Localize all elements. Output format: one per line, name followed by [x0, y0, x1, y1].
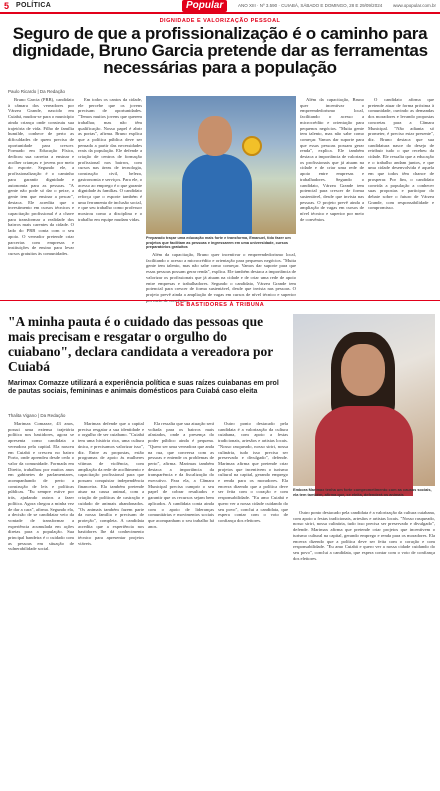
article2-byline: Thalita Vigano | Da Redação [8, 413, 66, 418]
newspaper-logo: Popular [182, 0, 227, 12]
article2-column-1: Marimax Comazze, 43 anos, possui uma extensa trajetória política nos bastidores, agora se apresenta como candidata a vereadora pela capital. Ela nasceu em Cuiabá e cresceu no bairro Porto, onde aprendeu desde cedo o valor da comunidade. Formada em Direito, trabalhou por muitos anos em gabinetes de parlamentares, acompanhando de perto a construção de leis e políticas públicas. "Eu sempre estive por trás, ajudando outros a fazer política. Agora chegou a minha vez de dar a cara", afirma. Segundo ela, a decisão de se candidatar veio da vontade de transformar a experiência acumulada em ações diretas para a população. Sua principal bandeira é o cuidado com as pessoas em situação de vulnerabilidade social. [8, 421, 74, 552]
article2-headline: "A minha pauta é o cuidado das pessoas que mais precisam e resgatar o orgulho do cuiabano", declara candidata a vereadora por Cuiabá [8, 314, 273, 374]
site-url[interactable]: www.opopular.com.br [392, 3, 436, 8]
ball-icon [242, 136, 262, 156]
article1-photo [146, 96, 296, 234]
article1-column-1: Bruno Garcia (PRB), candidato à câmara dos vereadores por Várzea Grande, nascido em Cuiabá, mudou-se para o município ainda criança onde construiu sua trajetória de vida. Filho de família humilde, conhece de perto as dificuldades de quem precisa de oportunidade para crescer. Formado em Educação Física, dedicou sua carreira a ensinar e acolher crianças e jovens por meio do esporte. Segundo ele, a profissionalização é o caminho para garantir dignidade e autonomia para as pessoas. "A gente não pode só dar o peixe, a gente tem que ensinar a pescar", destaca. Ele acredita que o investimento em cursos técnicos e capacitação profissional é a chave para transformar a realidade dos bairros mais carentes da cidade. O lado do PRB conta com o seu apoio. O vereador pretende criar parcerias com empresas e instituições de ensino para levar cursos gratuitos às comunidades. [8, 97, 74, 256]
article2-kicker: DE BASTIDORES À TRIBUNA [175, 302, 265, 308]
article1-headline: Seguro de que a profissionalização é o caminho para dignidade, Bruno Garcia pretende dar as ferramentas necessárias para a população [12, 24, 428, 77]
article2-caption: Embora Marimax tenha um forte comprometimento com as causas sociais, ela tem também, afirma que, se eleita, defenderá os animais [293, 487, 432, 497]
edition-info: ANO XIII · Nº 3.590 · CUIABÁ, SÁBADO E DOMINGO, 28 E 29/09/2024 [238, 3, 383, 8]
article1-caption: Preparado traçar uma educação mais forte e transforma, Emanuel, tido fazer um projetos que facilitam as pessoas e ingressarem em uma universidade, cursos preparatórios gratuitos [146, 236, 291, 250]
page-number: 5 [4, 1, 10, 11]
article2-column-3: Ela ressalta que sua atuação será voltada para os bairros mais afastados, onde a presença do poder público ainda é pequena. "Quero ser uma vereadora que anda na rua, que conversa com as pessoas e entende os problemas de perto", afirma. Marimax também destaca a importância da transparência e da fiscalização do executivo. Para ela, a Câmara Municipal precisa cumprir o seu papel de cobrar resultados e garantir que os recursos sejam bem aplicados. A candidata conta ainda com o apoio de lideranças comunitárias e movimentos sociais que acompanham o seu trabalho há anos. [148, 421, 214, 529]
article1-byline: Paulo Ricardo | Da Redação [8, 89, 65, 94]
page-header [0, 0, 440, 14]
article2-column-5: Outro ponto destacado pela candidata é a valorização da cultura cuiabana, com apoio a festas tradicionais, artesãos e artistas locais. "Nosso rasqueado, nosso siriri, nossa culinária, tudo isso precisa ser preservado e divulgado", defende. Marimax afirma que pretende criar projetos que incentivem o turismo cultural na capital, gerando emprego e renda para os moradores. Ela encerra dizendo que a política deve ser feita com o coração e com responsabilidade. "Eu amo Cuiabá e quero ver a nossa cidade cuidando do seu povo", conclui a candidata, que espera contar com o voto de confiança dos eleitores. [293, 510, 435, 561]
article2-lead: Marimax Comazze utilizará a experiência política e suas raízes cuiabanas em prol de pautas sociais, femininas e animais domésticos para Cuiabá caso eleita [8, 380, 279, 396]
article2-photo [293, 314, 435, 486]
article1-column-3: Além da capacitação, Bruno quer incentivar o empreendedorismo local, facilitando o acesso a microcrédito e orientação para pequenos negócios. "Muita gente tem talento, mas não sabe como começar. Vamos dar suporte para que essas pessoas possam gerar renda", explica. Ele também destaca a importância de valorizar os profissionais que já atuam na cidade e de criar uma rede de apoio entre empresas e trabalhadores. Segundo o candidato, Várzea Grande tem potencial para crescer de forma sustentável, desde que invista nas pessoas. O projeto prevê ainda a ampliação de vagas em cursos de nível técnico e superior por meio de convênios. [300, 97, 364, 222]
article1-kicker: DIGNIDADE E VALORIZAÇÃO PESSOAL [159, 18, 281, 24]
article1-column-4: O candidato afirma que pretende atuar de forma próxima à comunidade, ouvindo as demandas dos moradores e levando propostas concretas para a Câmara Municipal. "Não adianta só prometer, é preciso estar presente", diz. Bruno destaca que sua candidatura nasce do desejo de retribuir tudo o que recebeu da cidade. Ele ressalta que a educação e o trabalho andam juntos, e que uma cidade desenvolvida é aquela em que todos têm chance de prosperar. Por fim, o candidato convida a população a conhecer suas propostas e participar do debate sobre o futuro de Várzea Grande, com responsabilidade e compromisso. [368, 97, 434, 211]
section-label: POLÍTICA [16, 2, 52, 9]
article2-column-2: Marimax defende que a capital precisa resgatar a sua identidade e o orgulho de ser cuiabano. "Cuiabá tem uma história rica, uma cultura única, e precisamos valorizar isso", diz. Entre as propostas, estão programas de apoio às mulheres vítimas de violência, com ampliação da rede de acolhimento e capacitação profissional para que possam conquistar independência financeira. Ela também pretende atuar na causa animal, com a criação de políticas de castração e cuidado de animais abandonados. "Os animais também fazem parte da nossa família e precisam de proteção", completa. A candidata acredita que a experiência nos bastidores lhe dá conhecimento técnico para apresentar projetos viáveis. [78, 421, 144, 546]
article2-column-4: Outro ponto destacado pela candidata é a valorização da cultura cuiabana, com apoio a festas tradicionais, artesãos e artistas locais. "Nosso rasqueado, nosso siriri, nossa culinária, tudo isso precisa ser preservado e divulgado", defende. Marimax afirma que pretende criar projetos que incentivem o turismo cultural na capital, gerando emprego e renda para os moradores. Ela encerra dizendo que a política deve ser feita com o coração e com responsabilidade. "Eu amo Cuiabá e quero ver a nossa cidade cuidando do seu povo", conclui a candidata, que espera contar com o voto de confiança dos eleitores. [218, 421, 288, 523]
article1-column-2b: Além da capacitação, Bruno quer incentivar o empreendedorismo local, facilitando o acesso a microcrédito e orientação para pequenos negócios. "Muita gente tem talento, mas não sabe como começar. Vamos dar suporte para que essas pessoas possam gerar renda", explica. Ele também destaca a importância de valorizar os profissionais que já atuam na cidade e de criar uma rede de apoio entre empresas e trabalhadores. Segundo o candidato, Várzea Grande tem potencial para crescer de forma sustentável, desde que invista nas pessoas. O projeto prevê ainda a ampliação de vagas em cursos de nível técnico e superior por meio de convênios. [146, 252, 296, 303]
article1-column-2: Em todos os cantos da cidade, ele percebe que os jovens precisam de oportunidades. "Temos muitos jovens que querem trabalhar, mas não têm qualificação. Nosso papel é abrir as portas", afirma. Bruno explica que a política pública deve ser pensada a partir das necessidades reais da população. Ele defende a criação de centros de formação profissional nos bairros, com cursos nas áreas de tecnologia, construção civil, beleza, gastronomia e serviços. Para ele, o acesso ao emprego é o que garante dignidade às famílias. O candidato reforça que o esporte também é uma ferramenta de inclusão social, e que seu trabalho como professor mostrou como a disciplina e o trabalho em equipe mudam vidas. [78, 97, 142, 222]
